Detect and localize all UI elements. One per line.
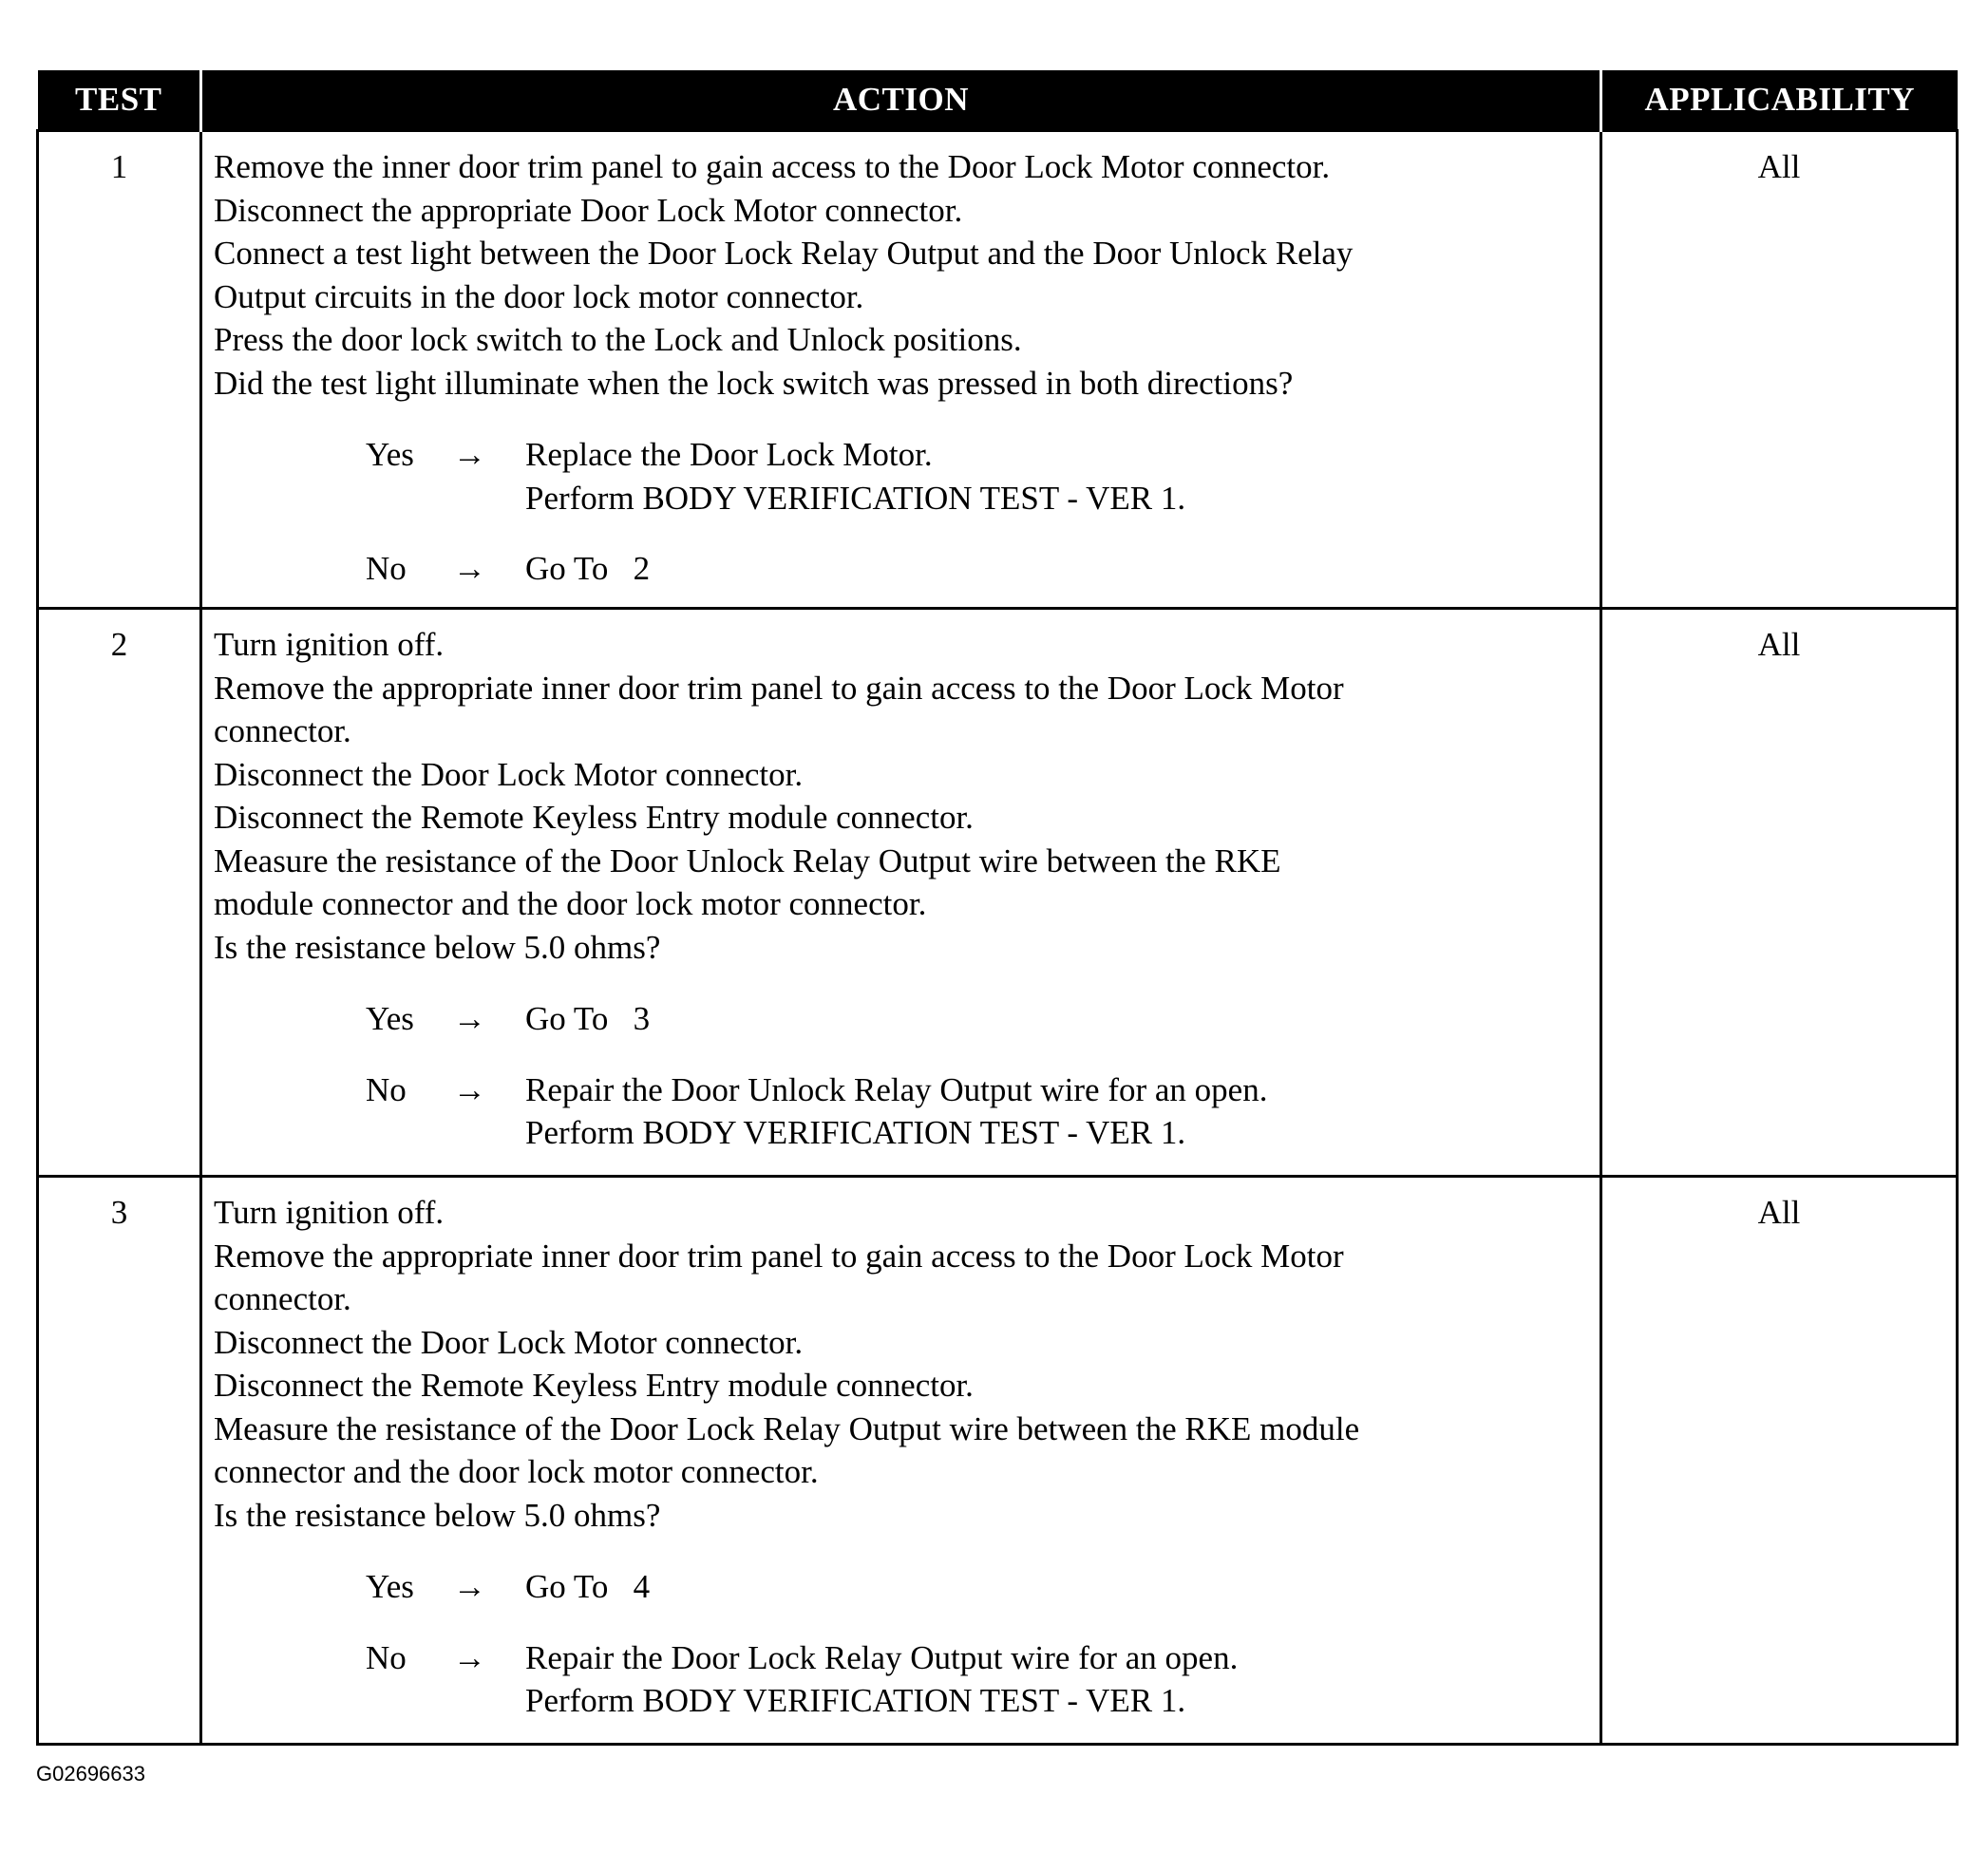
action-cell <box>201 131 1601 609</box>
result-line: Repair the Door Lock Relay Output wire for an open. <box>525 1638 1239 1676</box>
result-line: Go To 3 <box>525 1000 651 1037</box>
arrow-icon: → <box>453 1638 486 1676</box>
answer-result <box>525 547 1590 591</box>
figure-id: G02696633 <box>36 1762 145 1786</box>
table-row <box>38 1177 1958 1745</box>
table-row <box>38 131 1958 609</box>
arrow-icon: → <box>453 1568 486 1605</box>
answer-label: No <box>366 1070 407 1108</box>
answer-result <box>525 1068 1590 1155</box>
action-step: Connect a test light between the Door Lock Relay Output and the Door Unlock Relay <box>214 235 1354 272</box>
test-number: 1 <box>38 131 201 609</box>
result-line: Go To 4 <box>525 1568 651 1605</box>
answer-option <box>214 433 1590 520</box>
action-step: connector. <box>214 1280 351 1317</box>
result-line: Perform BODY VERIFICATION TEST - VER 1. <box>525 1682 1186 1719</box>
arrow-icon: → <box>453 1000 486 1037</box>
header-applicability: APPLICABILITY <box>1601 70 1958 131</box>
result-line: Repair the Door Unlock Relay Output wire for an open. <box>525 1070 1268 1108</box>
header-test: TEST <box>38 70 201 131</box>
answer-option <box>214 997 1590 1041</box>
answer-options <box>214 997 1590 1155</box>
result-line: Go To 2 <box>525 550 651 587</box>
action-step: Turn ignition off. <box>214 1194 445 1231</box>
answer-result <box>525 1636 1590 1723</box>
action-step: module connector and the door lock motor connector. <box>214 885 927 922</box>
answer-option <box>214 1565 1590 1609</box>
answer-label: No <box>366 1638 407 1676</box>
result-line: Perform BODY VERIFICATION TEST - VER 1. <box>525 479 1186 517</box>
answer-label: Yes <box>366 436 414 473</box>
action-step: Measure the resistance of the Door Lock Relay Output wire between the RKE module <box>214 1409 1360 1447</box>
action-step: Remove the inner door trim panel to gain access to the Door Lock Motor connector. <box>214 148 1331 185</box>
answer-options <box>214 433 1590 591</box>
test-number: 2 <box>38 609 201 1177</box>
answer-option <box>214 1068 1590 1155</box>
answer-result <box>525 1565 1590 1609</box>
action-step: Is the resistance below 5.0 ohms? <box>214 1496 661 1534</box>
answer-option <box>214 547 1590 591</box>
action-step: Output circuits in the door lock motor connector. <box>214 277 864 315</box>
answer-label: No <box>366 550 407 587</box>
action-cell <box>201 609 1601 1177</box>
applicability-value: All <box>1601 1177 1958 1745</box>
action-step: Remove the appropriate inner door trim panel to gain access to the Door Lock Motor <box>214 669 1344 707</box>
answer-option <box>214 1636 1590 1723</box>
answer-result <box>525 433 1590 520</box>
action-step: connector and the door lock motor connector. <box>214 1453 819 1490</box>
action-step: Disconnect the Remote Keyless Entry module connector. <box>214 799 974 836</box>
test-number: 3 <box>38 1177 201 1745</box>
applicability-value: All <box>1601 609 1958 1177</box>
table-header-row <box>38 70 1958 131</box>
action-step: Disconnect the Door Lock Motor connector. <box>214 755 804 793</box>
action-step: Disconnect the Door Lock Motor connector. <box>214 1323 804 1361</box>
action-step: Measure the resistance of the Door Unlock Relay Output wire between the RKE <box>214 841 1281 879</box>
answer-result <box>525 997 1590 1041</box>
action-step: Remove the appropriate inner door trim panel to gain access to the Door Lock Motor <box>214 1237 1344 1275</box>
result-line: Perform BODY VERIFICATION TEST - VER 1. <box>525 1114 1186 1151</box>
table-row <box>38 609 1958 1177</box>
arrow-icon: → <box>453 436 486 473</box>
applicability-value: All <box>1601 131 1958 609</box>
diagnostic-test-table <box>36 70 1959 1746</box>
answer-label: Yes <box>366 1000 414 1037</box>
arrow-icon: → <box>453 1070 486 1108</box>
action-step: Did the test light illuminate when the lock switch was pressed in both directions? <box>214 364 1294 402</box>
arrow-icon: → <box>453 550 486 587</box>
header-action: ACTION <box>201 70 1601 131</box>
answer-options <box>214 1565 1590 1723</box>
result-line: Replace the Door Lock Motor. <box>525 436 933 473</box>
action-step: Is the resistance below 5.0 ohms? <box>214 928 661 966</box>
action-step: connector. <box>214 712 351 749</box>
action-step: Disconnect the Remote Keyless Entry module connector. <box>214 1367 974 1404</box>
action-step: Turn ignition off. <box>214 626 445 663</box>
action-step: Disconnect the appropriate Door Lock Motor connector. <box>214 191 963 229</box>
action-cell <box>201 1177 1601 1745</box>
action-step: Press the door lock switch to the Lock and Unlock positions. <box>214 321 1022 358</box>
answer-label: Yes <box>366 1568 414 1605</box>
